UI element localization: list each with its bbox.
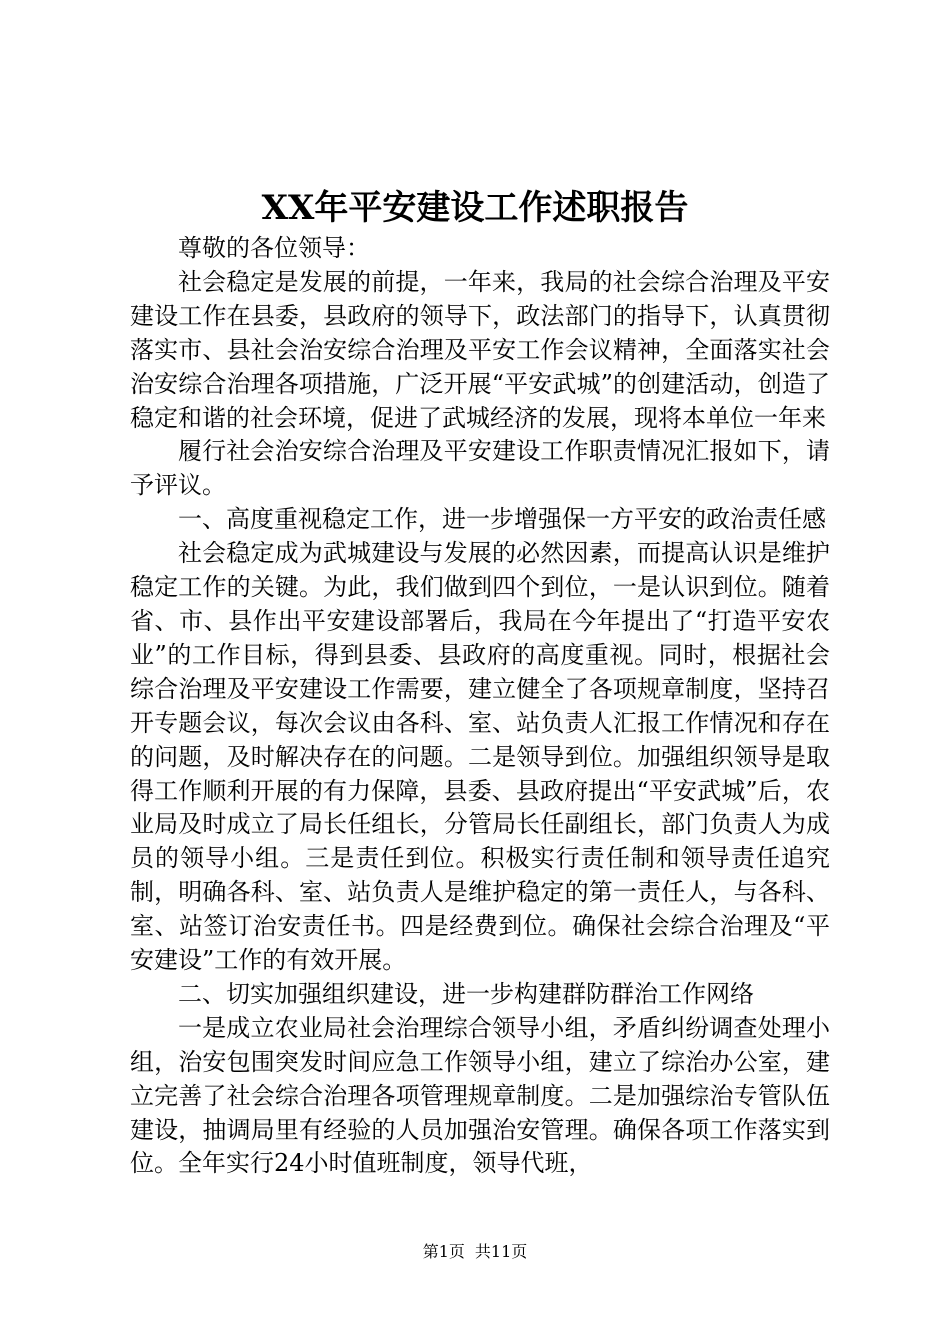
page-footer [0,1240,950,1264]
document-body [130,232,830,1181]
paragraph-section-1: 社会稳定成为武城建设与发展的必然因素，而提高认识是维护稳定工作的关键。为此，我们做到四个到位，一是认识到位。随着省、市、县作出平安建设部署后，我局在今年提出了“打造平安农业”的工作目标，得到县委、县政府的高度重视。同时，根据社会综合治理及平安建设工作需要，建立健全了各项规章制度，坚持召开专题会议，每次会议由各科、室、站负责人汇报工作情况和存在的问题，及时解决存在的问题。二是领导到位。加强组织领导是取得工作顺利开展的有力保障，县委、县政府提出“平安武城”后，农业局及时成立了局长任组长，分管局长任副组长，部门负责人为成员的领导小组。三是责任到位。积极实行责任制和领导责任追究制，明确各科、室、站负责人是维护稳定的第一责任人，与各科、室、站签订治安责任书。四是经费到位。确保社会综合治理及“平安建设”工作的有效开展。 [130,539,830,975]
paragraph-intro: 社会稳定是发展的前提，一年来，我局的社会综合治理及平安建设工作在县委，县政府的领导下，政法部门的指导下，认真贯彻落实市、县社会治安综合治理及平安工作会议精神，全面落实社会治安综合治理各项措施，广泛开展“平安武城”的创建活动，创造了稳定和谐的社会环境，促进了武城经济的发展，现将本单位一年来 [130,267,830,432]
page-total: 共11页 [474,1242,528,1261]
paragraph-report: 履行社会治安综合治理及平安建设工作职责情况汇报如下，请予评议。 [130,437,830,500]
salutation: 尊敬的各位领导： [178,234,370,262]
document-title: XX年平安建设工作述职报告 [261,188,689,228]
page-number: 第1页 [422,1242,465,1261]
paragraph-section-2: 一是成立农业局社会治理综合领导小组，矛盾纠纷调查处理小组，治安包围突发时间应急工作领导小组，建立了综治办公室，建立完善了社会综合治理各项管理规章制度。二是加强综治专管队伍建设，抽调局里有经验的人员加强治安管理。确保各项工作落实到位。全年实行24小时值班制度，领导代班， [130,1013,830,1178]
section-heading-1: 一、高度重视稳定工作，进一步增强保一方平安的政治责任感 [178,505,826,534]
section-heading-2: 二、切实加强组织建设，进一步构建群防群治工作网络 [178,979,754,1008]
